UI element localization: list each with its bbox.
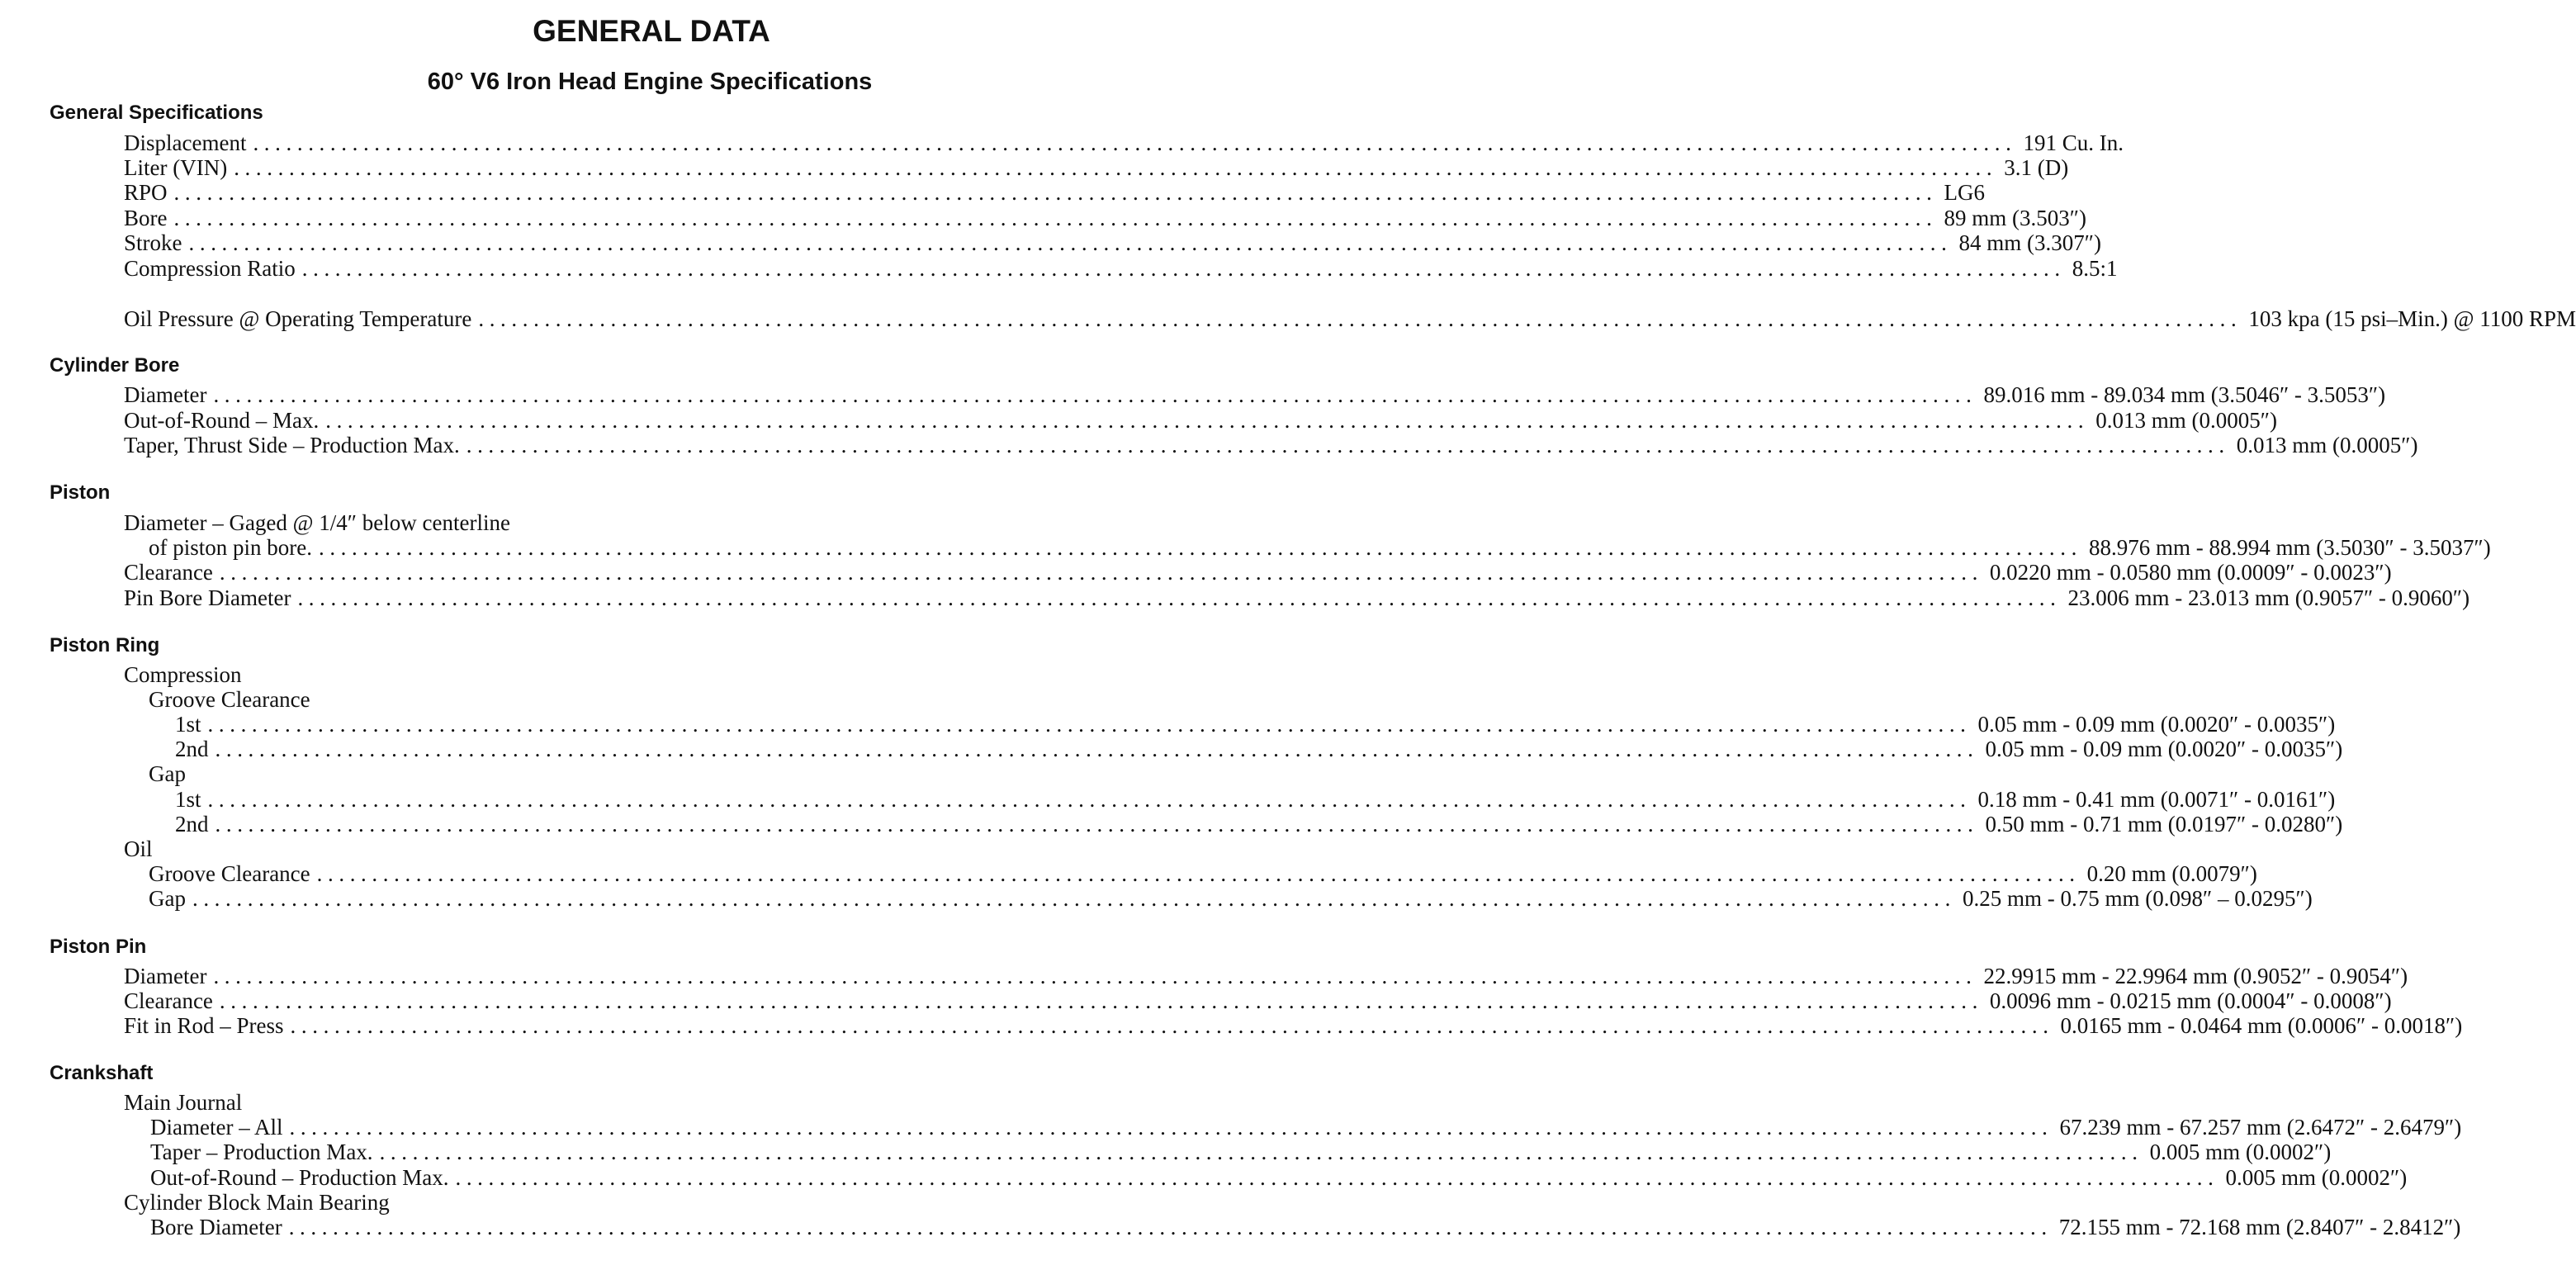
spec-row-displacement [0, 130, 2124, 155]
spec-row-bore-diameter [0, 382, 2386, 407]
spec-value: 3.1 (D) [2004, 155, 2069, 180]
spec-value: 0.18 mm - 0.41 mm (0.0071″ - 0.0161″) [1977, 787, 2336, 812]
piston-diameter-caption: Diameter – Gaged @ 1/4″ below centerline [124, 510, 510, 535]
dot-leader: ................................................................................................................................................................ [318, 535, 2082, 560]
dot-leader: ................................................................................................................................................................ [213, 382, 1977, 407]
ring-groove-clearance-caption: Groove Clearance [149, 687, 310, 712]
spec-label: Out-of-Round – Production Max. [150, 1165, 449, 1190]
spec-value: 84 mm (3.307″) [1958, 230, 2101, 255]
spec-label: Bore Diameter [150, 1215, 282, 1239]
spec-value: 0.25 mm - 0.75 mm (0.098″ – 0.0295″) [1962, 886, 2313, 911]
spec-value: 0.013 mm (0.0005″) [2095, 408, 2277, 433]
page-subtitle: 60° V6 Iron Head Engine Specifications [427, 69, 873, 95]
dot-leader: ................................................................................................................................................................ [207, 712, 1972, 737]
dot-leader: ................................................................................................................................................................ [173, 206, 1938, 230]
spec-row-gap-2nd [0, 812, 2343, 836]
spec-row-pin-bore-diameter [0, 585, 2470, 610]
crank-main-journal-caption: Main Journal [124, 1090, 243, 1115]
spec-row-pin-diameter [0, 964, 2408, 988]
dot-leader: ................................................................................................................................................................ [289, 1115, 2053, 1140]
spec-row-compression-ratio [0, 256, 2118, 281]
spec-value: 0.013 mm (0.0005″) [2236, 433, 2418, 457]
spec-label: 1st [175, 787, 201, 812]
spec-label: Diameter – All [150, 1115, 283, 1140]
spec-label: Gap [149, 886, 186, 911]
spec-row-bearing-bore-diameter [0, 1215, 2461, 1239]
spec-label: Taper – Production Max. [150, 1140, 373, 1164]
spec-label: Oil Pressure @ Operating Temperature [124, 306, 472, 331]
spec-row-gap-1st [0, 787, 2336, 812]
dot-leader: ................................................................................................................................................................ [316, 861, 2081, 886]
ring-oil-caption: Oil [124, 836, 153, 861]
spec-row-pin-fit-in-rod [0, 1013, 2463, 1038]
spec-value: 0.20 mm (0.0079″) [2086, 861, 2257, 886]
spec-value: 88.976 mm - 88.994 mm (3.5030″ - 3.5037″) [2088, 535, 2491, 560]
section-heading-general: General Specifications [50, 102, 263, 124]
spec-label: Fit in Rod – Press [124, 1013, 284, 1038]
spec-value: 0.0165 mm - 0.0464 mm (0.0006″ - 0.0018″) [2060, 1013, 2463, 1038]
dot-leader: ................................................................................................................................................................ [478, 306, 2242, 331]
dot-leader: ................................................................................................................................................................ [188, 230, 1953, 255]
dot-leader: ................................................................................................................................................................ [215, 737, 1979, 761]
spec-label: Clearance [124, 988, 213, 1013]
spec-label: Liter (VIN) [124, 155, 228, 180]
dot-leader: ................................................................................................................................................................ [207, 787, 1972, 812]
dot-leader: ................................................................................................................................................................ [173, 180, 1938, 205]
spec-row-liter [0, 155, 2069, 180]
spec-label: Bore [124, 206, 168, 230]
spec-row-oil-groove-clearance [0, 861, 2257, 886]
spec-row-journal-taper [0, 1140, 2332, 1164]
spec-value: 89 mm (3.503″) [1944, 206, 2086, 230]
spec-value: 0.05 mm - 0.09 mm (0.0020″ - 0.0035″) [1977, 712, 2336, 737]
spec-value: 103 kpa (15 psi–Min.) @ 1100 RPM [2248, 306, 2576, 331]
page-title: GENERAL DATA [533, 14, 770, 48]
spec-value: 23.006 mm - 23.013 mm (0.9057″ - 0.9060″) [2067, 585, 2470, 610]
spec-value: 89.016 mm - 89.034 mm (3.5046″ - 3.5053″) [1983, 382, 2386, 407]
spec-label: of piston pin bore. [149, 535, 312, 560]
spec-value: 0.005 mm (0.0002″) [2149, 1140, 2332, 1164]
dot-leader: ................................................................................................................................................................ [219, 560, 1983, 585]
spec-label: Displacement [124, 130, 247, 155]
spec-label: Groove Clearance [149, 861, 310, 886]
spec-label: Pin Bore Diameter [124, 585, 291, 610]
spec-label: 2nd [175, 812, 209, 836]
spec-label: 1st [175, 712, 201, 737]
spec-value: 8.5:1 [2072, 256, 2118, 281]
spec-label: Out-of-Round – Max. [124, 408, 320, 433]
dot-leader: ................................................................................................................................................................ [466, 433, 2230, 457]
section-heading-crankshaft: Crankshaft [50, 1062, 154, 1084]
dot-leader: ................................................................................................................................................................ [297, 585, 2062, 610]
dot-leader: ................................................................................................................................................................ [301, 256, 2066, 281]
spec-row-piston-clearance [0, 560, 2392, 585]
section-heading-cylinder-bore: Cylinder Bore [50, 354, 180, 377]
spec-row-bore [0, 206, 2086, 230]
dot-leader: ................................................................................................................................................................ [288, 1215, 2053, 1239]
spec-row-oil-gap [0, 886, 2313, 911]
spec-label: Compression Ratio [124, 256, 296, 281]
spec-value: 0.05 mm - 0.09 mm (0.0020″ - 0.0035″) [1985, 737, 2343, 761]
spec-row-groove-2nd [0, 737, 2343, 761]
spec-value: 0.0096 mm - 0.0215 mm (0.0004″ - 0.0008″) [1989, 988, 2392, 1013]
spec-value: 72.155 mm - 72.168 mm (2.8407″ - 2.8412″) [2058, 1215, 2461, 1239]
spec-label: Stroke [124, 230, 182, 255]
spec-value: 67.239 mm - 67.257 mm (2.6472″ - 2.6479″) [2059, 1115, 2462, 1140]
section-heading-piston-pin: Piston Pin [50, 936, 147, 958]
spec-row-bore-out-of-round [0, 408, 2277, 433]
ring-gap-caption: Gap [149, 761, 186, 786]
spec-label: Clearance [124, 560, 213, 585]
dot-leader: ................................................................................................................................................................ [379, 1140, 2143, 1164]
dot-leader: ................................................................................................................................................................ [253, 130, 2017, 155]
section-heading-piston-ring: Piston Ring [50, 634, 160, 656]
spec-row-rpo [0, 180, 1986, 205]
dot-leader: ................................................................................................................................................................ [325, 408, 2090, 433]
dot-leader: ................................................................................................................................................................ [234, 155, 1998, 180]
spec-value: 191 Cu. In. [2023, 130, 2124, 155]
spec-label: Diameter [124, 382, 207, 407]
dot-leader: ................................................................................................................................................................ [219, 988, 1983, 1013]
spec-value: 0.005 mm (0.0002″) [2225, 1165, 2408, 1190]
spec-label: 2nd [175, 737, 209, 761]
section-heading-piston: Piston [50, 481, 111, 504]
spec-value: 0.50 mm - 0.71 mm (0.0197″ - 0.0280″) [1985, 812, 2343, 836]
dot-leader: ................................................................................................................................................................ [290, 1013, 2054, 1038]
spec-row-stroke [0, 230, 2101, 255]
spec-row-pin-clearance [0, 988, 2392, 1013]
spec-row-journal-out-of-round [0, 1165, 2408, 1190]
dot-leader: ................................................................................................................................................................ [455, 1165, 2219, 1190]
spec-value: 0.0220 mm - 0.0580 mm (0.0009″ - 0.0023″) [1989, 560, 2392, 585]
spec-row-groove-1st [0, 712, 2336, 737]
dot-leader: ................................................................................................................................................................ [213, 964, 1977, 988]
dot-leader: ................................................................................................................................................................ [192, 886, 1956, 911]
crank-block-bearing-caption: Cylinder Block Main Bearing [124, 1190, 390, 1215]
spec-label: Taper, Thrust Side – Production Max. [124, 433, 460, 457]
spec-value: LG6 [1944, 180, 1986, 205]
spec-label: Diameter [124, 964, 207, 988]
spec-label: RPO [124, 180, 168, 205]
ring-compression-caption: Compression [124, 662, 242, 687]
dot-leader: ................................................................................................................................................................ [215, 812, 1979, 836]
spec-value: 22.9915 mm - 22.9964 mm (0.9052″ - 0.9054″) [1983, 964, 2408, 988]
spec-row-piston-diameter [0, 535, 2491, 560]
spec-row-oil-pressure [0, 306, 2576, 331]
spec-row-bore-taper [0, 433, 2418, 457]
spec-row-journal-diameter [0, 1115, 2462, 1140]
